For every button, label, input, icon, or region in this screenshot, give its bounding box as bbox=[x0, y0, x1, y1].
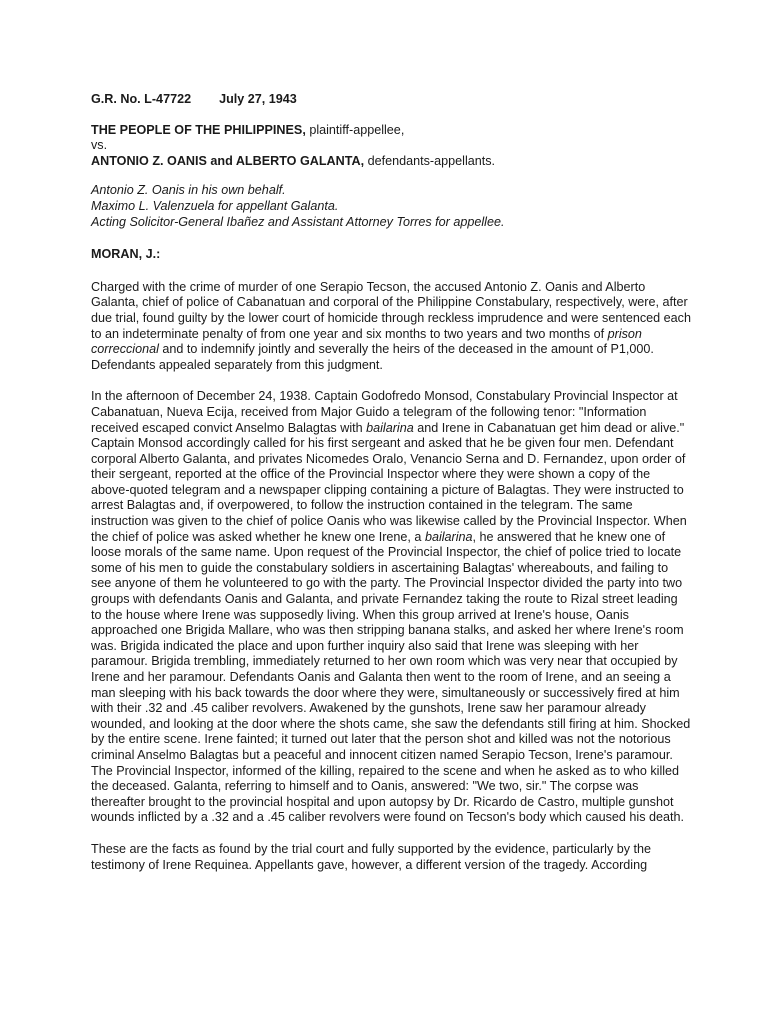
defendant-line bbox=[91, 154, 691, 170]
counsel-line: Maximo L. Valenzuela for appellant Galanta. bbox=[91, 198, 339, 213]
versus-line: vs. bbox=[91, 138, 108, 153]
paragraph-text: and Irene in Cabanatuan get him dead or alive." Captain Monsod accordingly called for his first sergeant and asked that he be given four men. Defendant corporal Alberto Galanta, and privates Nicomedes Oralo, Venancio Serna and D. Fernandez, upon order of their sergeant, reported at the office of the Provincial Inspector where they were shown a copy of the above-quoted telegram and a newspaper clipping containing a picture of Balagtas. They were instructed to arrest Balagtas and, if overpowered, to follow the instruction contained in the telegram. The same instruction was given to the chief of police Oanis who was likewise called by the Provincial Inspector. When the chief of police was asked whether he knew one Irene, a bbox=[91, 420, 687, 544]
case-number: G.R. No. L-47722 bbox=[91, 92, 192, 106]
italic-term: bailarina bbox=[424, 529, 473, 544]
counsel-line: Acting Solicitor-General Ibañez and Assistant Attorney Torres for appellee. bbox=[91, 214, 505, 229]
italic-term: bailarina bbox=[366, 420, 414, 435]
decision-date: July 27, 1943 bbox=[219, 92, 297, 106]
plaintiff-line bbox=[91, 123, 691, 139]
paragraph-text: Charged with the crime of murder of one Serapio Tecson, the accused Antonio Z. Oanis and Alberto Galanta, chief of police of Cabanatuan and corporal of the Philippine Constabulary, respectively, were, after due trial, found guilty by the lower court of homicide through reckless imprudence and were sentenced each to an indeterminate penalty of from one year and six months to two years and two months of bbox=[91, 279, 691, 341]
italic-term: prison correccional bbox=[91, 326, 642, 357]
plaintiff-role: plaintiff-appellee, bbox=[305, 122, 405, 137]
counsel-block bbox=[91, 183, 691, 230]
defendant-names: ANTONIO Z. OANIS and ALBERTO GALANTA, bbox=[91, 153, 365, 168]
body-paragraph bbox=[91, 389, 691, 826]
case-header bbox=[91, 92, 691, 108]
defendant-role: defendants-appellants. bbox=[364, 153, 496, 168]
ponente-heading: MORAN, J.: bbox=[91, 247, 161, 262]
plaintiff-name: THE PEOPLE OF THE PHILIPPINES, bbox=[91, 122, 306, 137]
body-paragraph bbox=[91, 280, 691, 374]
parties-block bbox=[91, 123, 691, 170]
document-page bbox=[91, 92, 691, 873]
paragraph-text: and to indemnify jointly and severally the heirs of the deceased in the amount of P1,000. Defendants appealed separately from this judgment. bbox=[91, 342, 654, 372]
paragraph-text: In the afternoon of December 24, 1938. Captain Godofredo Monsod, Constabulary Provincial Inspector at Cabanatuan, Nueva Ecija, received from Major Guido a telegram of the following tenor: "Information received escaped convict Anselmo Balagtas with bbox=[91, 389, 678, 435]
paragraph-text: , he answered that he knew one of loose morals of the same name. Upon request of the Provincial Inspector, the chief of police tried to locate some of his men to guide the constabulary soldiers in ascertaining Balagtas' whereabouts, and failing to see anyone of them he volunteered to go with the party. The Provincial Inspector divided the party into two groups with defendants Oanis and Galanta, and private Fernandez taking the route to Rizal street leading to the house where Irene was supposedly living. When this group arrived at Irene's house, Oanis approached one Brigida Mallare, who was then stripping banana stalks, and asked her where Irene's room was. Brigida indicated the place and upon further inquiry also said that Irene was sleeping with her paramour. Brigida trembling, immediately returned to her own room which was very near that occupied by Irene and her paramour. Defendants Oanis and Galanta then went to the room of Irene, and an seeing a man sleeping with his back towards the door where they were, simultaneously or successively fired at him with their .32 and .45 caliber revolvers. Awakened by the gunshots, Irene saw her paramour already wounded, and looking at the door where the shots came, she saw the defendants still firing at him. Shocked by the entire scene. Irene fainted; it turned out later that the person shot and killed was not the notorious criminal Anselmo Balagtas but a peaceful and innocent citizen named Serapio Tecson, Irene's paramour. The Provincial Inspector, informed of the killing, repaired to the scene and when he asked as to who killed the deceased. Galanta, referring to himself and to Oanis, answered: "We two, sir." The corpse was thereafter brought to the provincial hospital and upon autopsy by Dr. Ricardo de Castro, multiple gunshot wounds inflicted by a .32 and a .45 caliber revolvers were found on Tecson's body which caused his death. bbox=[91, 529, 691, 825]
body-paragraph: These are the facts as found by the trial court and fully supported by the evidence, particularly by the testimony of Irene Requinea. Appellants gave, however, a different version of the tragedy. According bbox=[91, 841, 652, 872]
counsel-line: Antonio Z. Oanis in his own behalf. bbox=[91, 183, 286, 198]
